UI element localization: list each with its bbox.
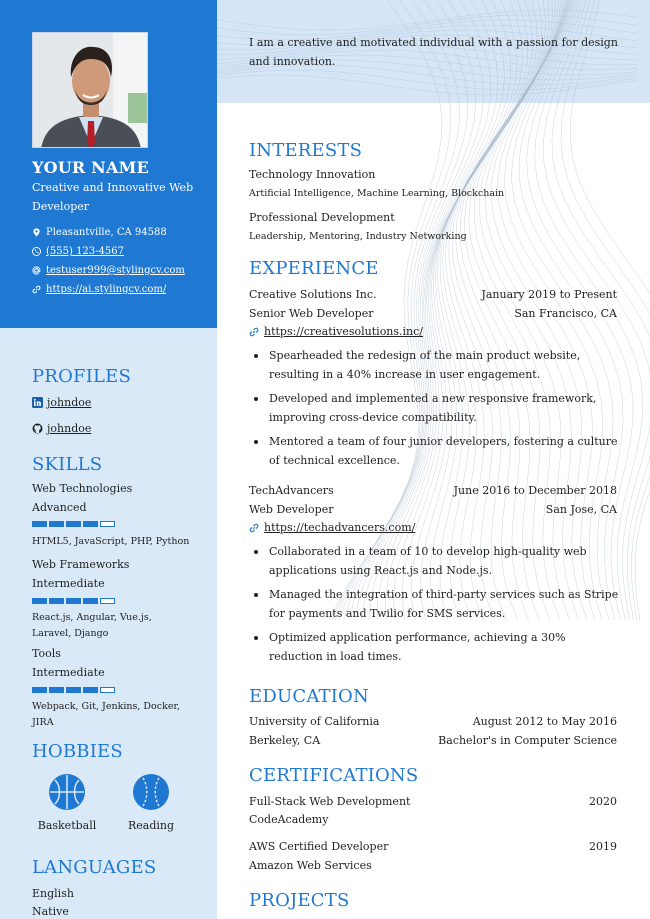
education-heading: EDUCATION: [249, 686, 369, 707]
hobbies-heading: HOBBIES: [32, 741, 123, 762]
skill-keywords: Webpack, Git, Jenkins, Docker, JIRA: [32, 701, 180, 728]
skill-name: Tools: [32, 647, 61, 660]
candidate-tagline: Creative and Innovative Web Developer: [32, 181, 194, 213]
contact-email-text[interactable]: testuser999@stylingcv.com: [46, 265, 185, 276]
profiles-heading: PROFILES: [32, 366, 132, 387]
profile-photo: [32, 32, 148, 148]
highlight-bullet: Developed and implemented a new responsive framework, improving cross-device compatibility.: [249, 389, 619, 427]
profile-linkedin-label[interactable]: johndoe: [47, 396, 92, 409]
contact-email[interactable]: [32, 265, 212, 276]
link-icon: [249, 327, 259, 337]
interest-keywords: Artificial Intelligence, Machine Learning, Blockchain: [249, 188, 505, 199]
sidebar: [0, 0, 217, 919]
wave-line: [217, 70, 637, 90]
experience-highlights: [249, 542, 619, 671]
rating-segment-filled: [83, 687, 98, 693]
rating-segment-filled: [49, 687, 64, 693]
skill-rating-meter: [32, 598, 115, 604]
interest-keywords: Leadership, Mentoring, Industry Networking: [249, 231, 467, 242]
baseball-icon: [133, 774, 169, 810]
main-content: [217, 0, 650, 919]
rating-segment-empty: [100, 598, 115, 604]
rating-segment-empty: [100, 687, 115, 693]
highlight-bullet: Mentored a team of four junior developers, fostering a culture of technical excellence.: [249, 432, 619, 470]
basketball-icon: [49, 774, 85, 810]
location-icon: [32, 228, 41, 237]
wave-line: [217, 15, 637, 35]
experience-website-link[interactable]: [249, 521, 415, 534]
skill-rating-meter: [32, 521, 115, 527]
rating-segment-filled: [66, 521, 81, 527]
contact-location-text: Pleasantville, CA 94588: [46, 227, 167, 238]
experience-dates: June 2016 to December 2018: [453, 484, 617, 497]
highlight-bullet: Spearheaded the redesign of the main product website, resulting in a 40% increase in user engagement.: [249, 346, 619, 384]
skill-level: Intermediate: [32, 577, 105, 590]
rating-segment-filled: [32, 521, 47, 527]
rating-segment-filled: [32, 687, 47, 693]
hobby-label: Basketball: [37, 819, 97, 832]
language-level: Native: [32, 905, 69, 918]
rating-segment-filled: [66, 687, 81, 693]
certification-year: 2019: [589, 840, 617, 853]
skills-heading: SKILLS: [32, 454, 103, 475]
certifications-heading: CERTIFICATIONS: [249, 765, 419, 786]
language-name: English: [32, 887, 74, 900]
experience-company: Creative Solutions Inc.: [249, 288, 377, 301]
phone-icon: [32, 247, 41, 256]
education-dates: August 2012 to May 2016: [472, 715, 617, 728]
interest-name: Professional Development: [249, 211, 395, 224]
wave-line: [217, 75, 637, 95]
sidebar-header: [0, 0, 217, 328]
rating-segment-filled: [49, 521, 64, 527]
contact-website[interactable]: [32, 284, 212, 295]
github-icon: [32, 423, 43, 434]
hobby-item: [116, 774, 186, 832]
highlight-bullet: Managed the integration of third-party services such as Stripe for payments and Twilio for SMS services.: [249, 585, 619, 623]
skill-rating-meter: [32, 687, 115, 693]
experience-heading: EXPERIENCE: [249, 258, 379, 279]
linkedin-icon: [32, 397, 43, 408]
highlight-bullet: Optimized application performance, achieving a 30% reduction in load times.: [249, 628, 619, 666]
education-location: Berkeley, CA: [249, 734, 321, 747]
projects-heading: PROJECTS: [249, 890, 350, 911]
rating-segment-filled: [83, 598, 98, 604]
interests-heading: INTERESTS: [249, 140, 363, 161]
experience-location: San Jose, CA: [545, 503, 617, 516]
languages-heading: LANGUAGES: [32, 857, 157, 878]
experience-url[interactable]: https://techadvancers.com/: [264, 521, 416, 534]
certification-name: Full-Stack Web Development: [249, 795, 411, 808]
highlight-bullet: Collaborated in a team of 10 to develop high-quality web applications using React.js and Node.js.: [249, 542, 619, 580]
profile-github-label[interactable]: johndoe: [47, 422, 92, 435]
candidate-name: YOUR NAME: [32, 158, 149, 177]
skill-level: Advanced: [32, 501, 87, 514]
interest-name: Technology Innovation: [249, 168, 376, 181]
experience-website-link[interactable]: [249, 325, 423, 338]
certification-issuer: Amazon Web Services: [249, 859, 372, 872]
link-icon: [249, 523, 259, 533]
education-degree: Bachelor's in Computer Science: [438, 734, 617, 747]
skill-name: Web Frameworks: [32, 558, 130, 571]
skill-keywords: HTML5, JavaScript, PHP, Python: [32, 536, 190, 547]
contact-phone-text[interactable]: (555) 123-4567: [46, 246, 124, 257]
rating-segment-filled: [49, 598, 64, 604]
skill-name: Web Technologies: [32, 482, 133, 495]
experience-highlights: [249, 346, 619, 475]
skill-level: Intermediate: [32, 666, 105, 679]
experience-role: Web Developer: [249, 503, 334, 516]
experience-url[interactable]: https://creativesolutions.inc/: [264, 325, 424, 338]
rating-segment-empty: [100, 521, 115, 527]
certification-year: 2020: [589, 795, 617, 808]
summary-text: I am a creative and motivated individual with a passion for design and innovation.: [249, 36, 618, 68]
certification-name: AWS Certified Developer: [249, 840, 389, 853]
link-icon: [32, 285, 41, 294]
contact-website-text[interactable]: https://ai.stylingcv.com/: [46, 284, 167, 295]
skill-keywords: React.js, Angular, Vue.js, Laravel, Django: [32, 612, 152, 639]
profile-linkedin[interactable]: [32, 396, 91, 409]
rating-segment-filled: [66, 598, 81, 604]
contact-phone[interactable]: [32, 246, 212, 257]
hobby-item: [32, 774, 102, 832]
certification-issuer: CodeAcademy: [249, 813, 329, 826]
hobby-label: Reading: [127, 819, 175, 832]
wave-line: [402, 0, 527, 620]
contact-location: [32, 227, 212, 238]
email-icon: [32, 266, 41, 275]
rating-segment-filled: [32, 598, 47, 604]
experience-role: Senior Web Developer: [249, 307, 374, 320]
profile-github[interactable]: [32, 422, 91, 435]
experience-dates: January 2019 to Present: [481, 288, 617, 301]
education-school: University of California: [249, 715, 380, 728]
experience-company: TechAdvancers: [249, 484, 334, 497]
rating-segment-filled: [83, 521, 98, 527]
experience-location: San Francisco, CA: [514, 307, 617, 320]
